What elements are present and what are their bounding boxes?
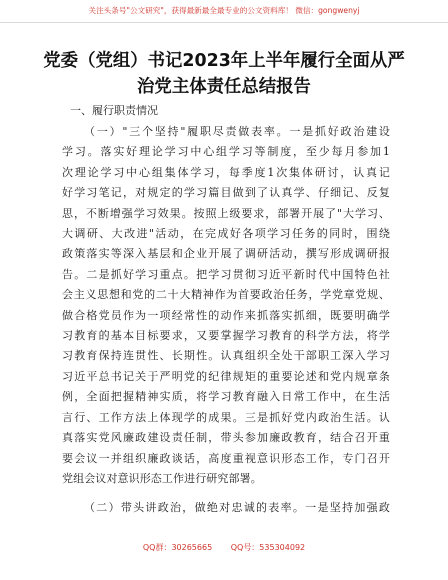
text-line: 政策落实等深入基层和企业开展了调研活动，撰写形成调研报 — [62, 247, 390, 261]
paragraph-1 — [62, 122, 390, 489]
text-line: 例，全面把握精神实质，将学习教育融入日常工作中，在生活 — [62, 390, 390, 404]
text-line: 习教育的基本目标要求，又要掌握学习教育的科学方法，将学 — [62, 329, 390, 343]
text-line: （二）带头讲政治，做绝对忠诚的表率。一是坚持加强政 — [84, 501, 390, 514]
text-line: 做合格党员作为一项经常性的动作来抓落实抓细，既要明确学 — [62, 308, 390, 322]
promo-header: 关注头条号"公文研究"，获得最新最全最专业的公文资料库！ 微信：gongwenyj — [0, 0, 448, 23]
paragraph-2 — [62, 498, 390, 518]
qq-number-text: QQ号：535304092 — [230, 543, 306, 552]
title-line-1: 党委（党组）书记2023年上半年履行全面从严 — [43, 51, 405, 71]
text-line: 学习。落实好理论学习中心组学习等制度，至少每月参加1 — [62, 145, 390, 159]
text-line: 习近平总书记关于严明党的纪律规矩的重要论述和党内规章条 — [62, 369, 390, 383]
text-line: （一）"三个坚持"履职尽责做表率。一是抓好政治建设 — [84, 125, 390, 138]
title-line-2: 治党主体责任总结报告 — [137, 77, 311, 97]
text-line: 好学习笔记，对规定的学习篇目做到了认真学、仔细记、反复 — [62, 186, 390, 200]
text-line: 习教育保持连贯性、长期性。认真组织全处干部职工深入学习 — [62, 349, 390, 363]
contact-footer — [0, 541, 448, 555]
section-heading: 一、履行职责情况 — [70, 104, 158, 117]
text-line: 告。二是抓好学习重点。把学习贯彻习近平新时代中国特色社 — [62, 267, 390, 281]
text-line: 言行、工作方法上体现学的成果。三是抓好党内政治生活。认 — [62, 410, 390, 424]
text-line: 次理论学习中心组集体学习，每季度1次集体研讨，认真记 — [62, 165, 390, 179]
text-line: 思，不断增强学习效果。按照上级要求，部署开展了"大学习、 — [62, 206, 390, 220]
text-line: 党组会议对意识形态工作进行研究部署。 — [62, 471, 262, 485]
text-line: 要会议一并组织廉政谈话，高度重视意识形态工作，专门召开 — [62, 451, 390, 465]
text-line: 会主义思想和党的二十大精神作为首要政治任务，学党章党规、 — [62, 288, 390, 302]
text-line: 真落实党风廉政建设责任制，带头参加廉政教育，结合召开重 — [62, 431, 390, 445]
document-title — [40, 48, 408, 100]
qq-group-text: QQ群：30265665 — [142, 543, 213, 552]
text-line: 大调研、大改进"活动，在完成好各项学习任务的同时，围绕 — [62, 227, 390, 241]
